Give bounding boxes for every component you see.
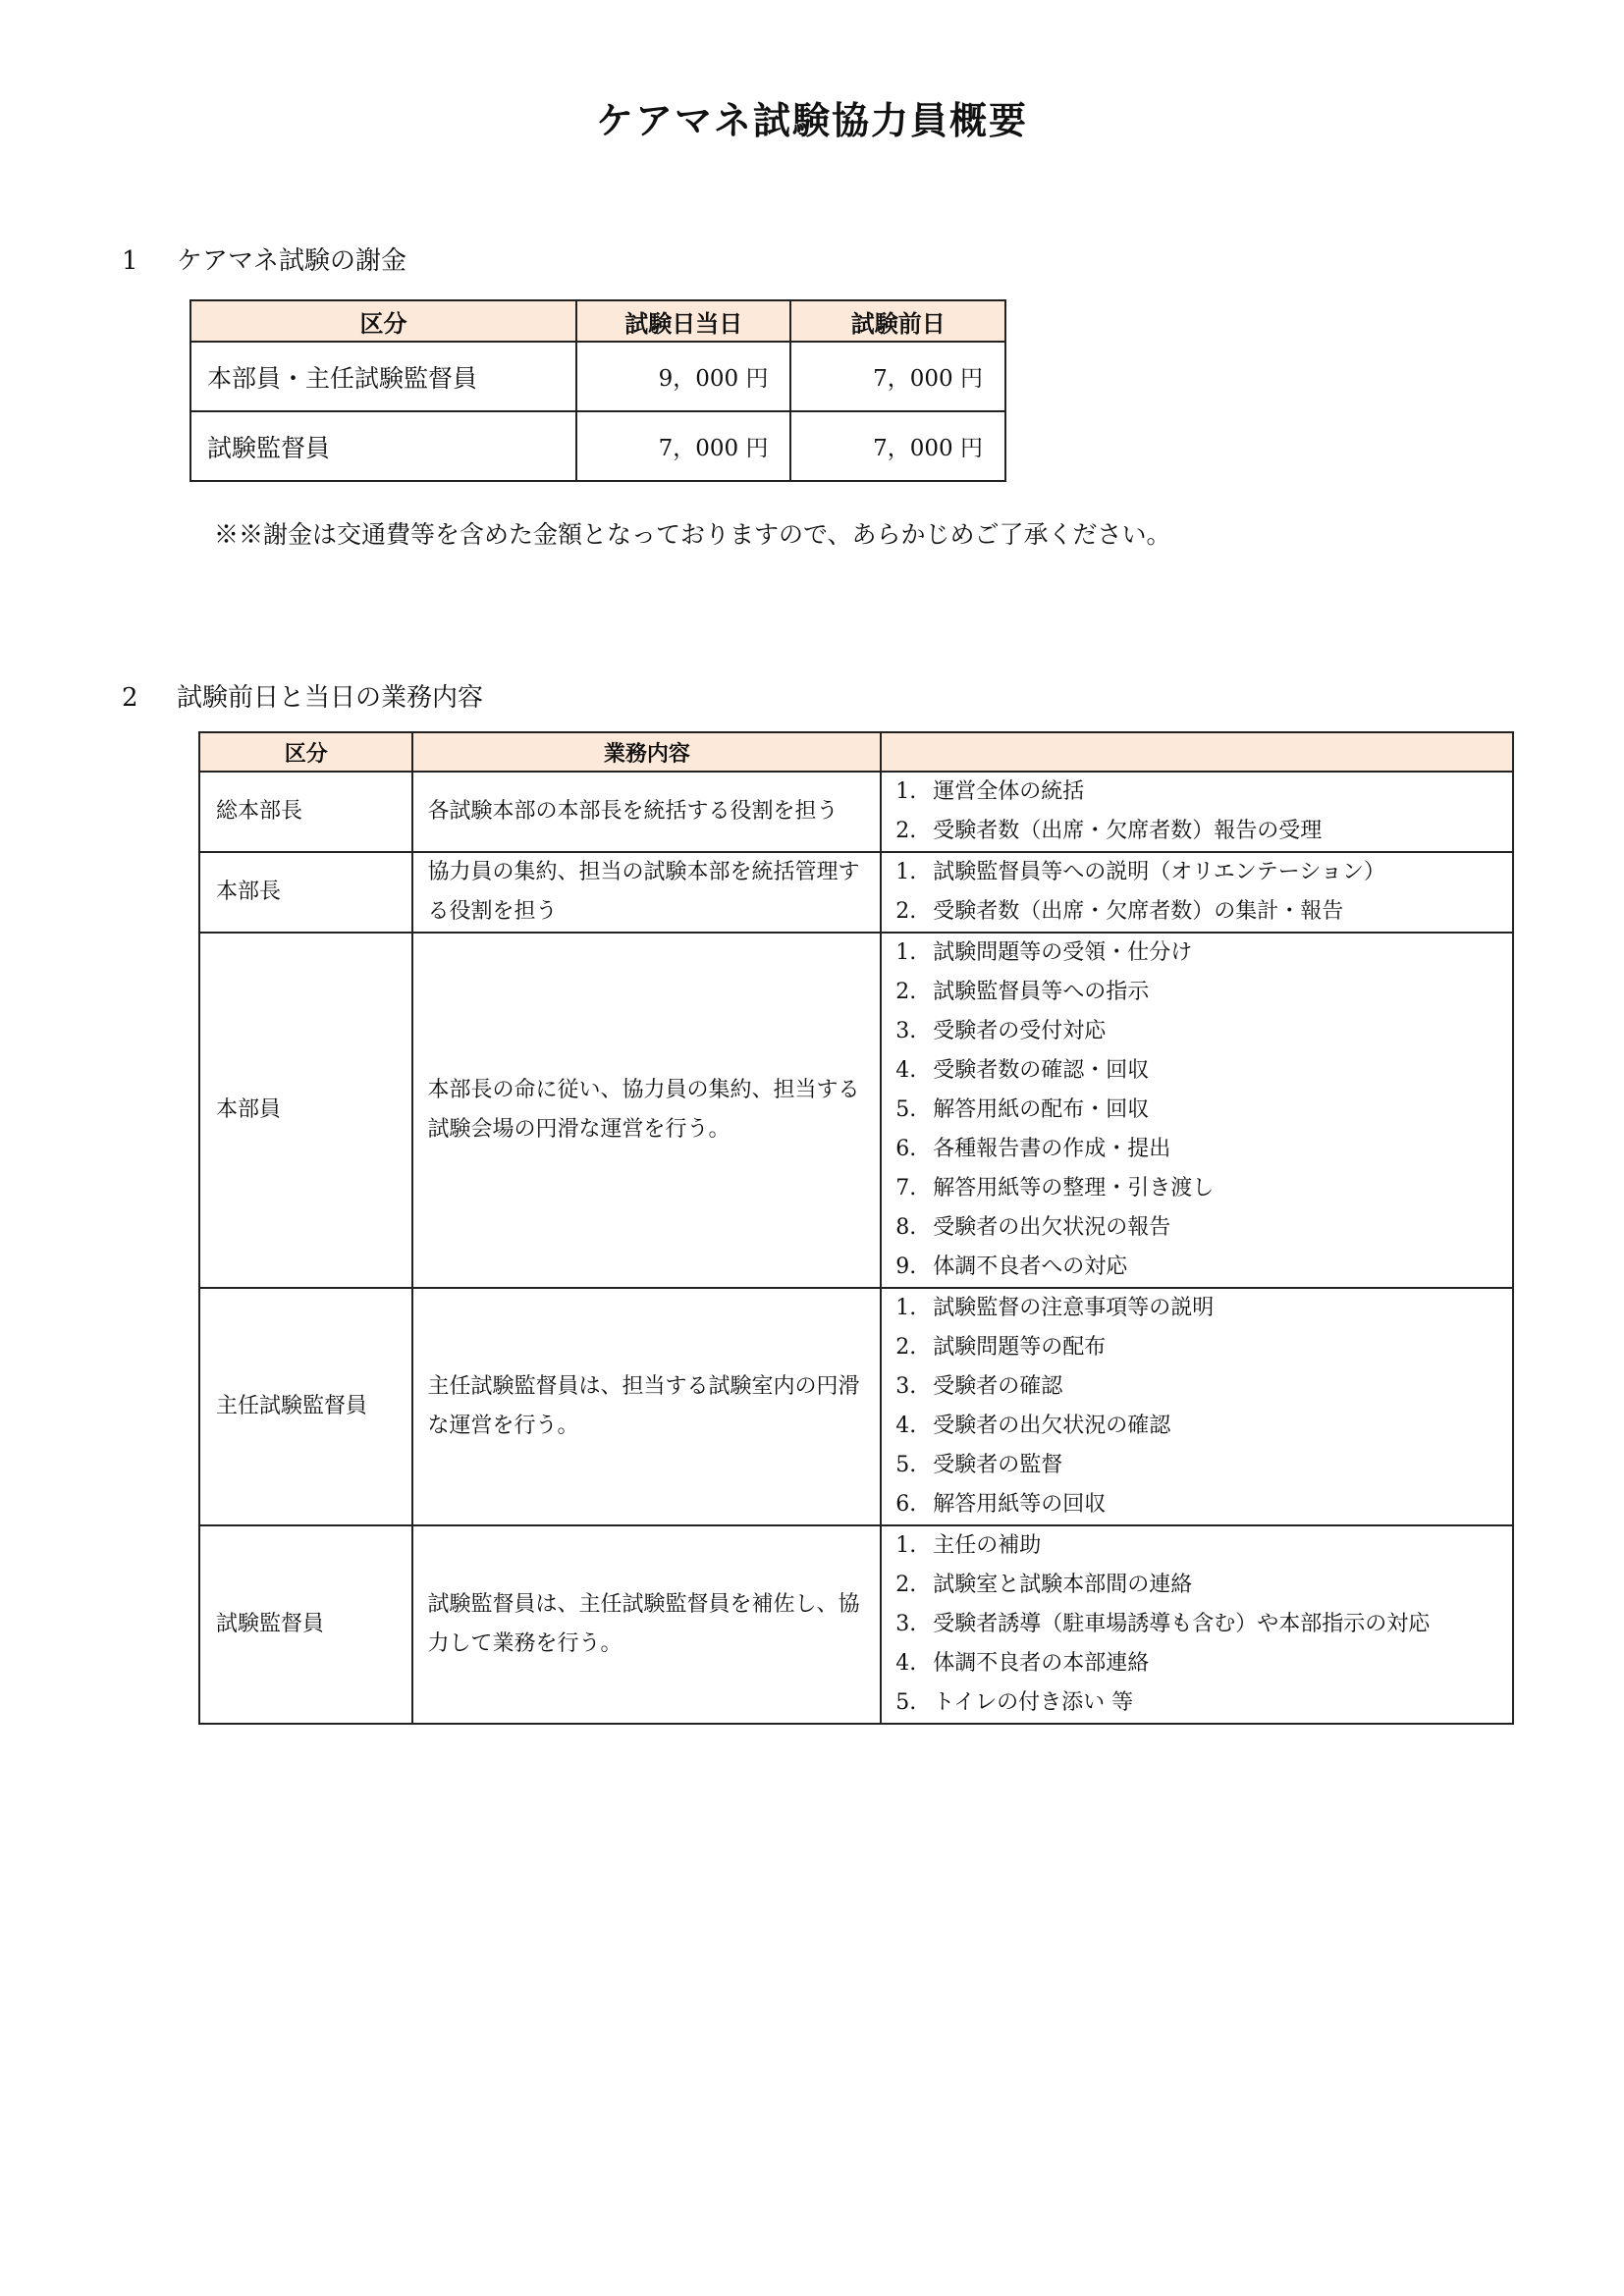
fee-row-label: 本部員・主任試験監督員 <box>190 342 576 411</box>
duty-task-item <box>895 1328 1502 1367</box>
duty-task-item <box>895 1012 1502 1051</box>
duty-task-number: 1. <box>895 940 917 965</box>
duty-task-number: 7. <box>895 1176 917 1201</box>
duty-header-category: 区分 <box>199 732 412 772</box>
fee-row-day-before-amount: 7，000 円 <box>790 411 1005 481</box>
duty-task-item <box>895 1605 1502 1644</box>
duty-task-number: 2. <box>895 1573 917 1597</box>
duty-task-list <box>881 852 1513 933</box>
fee-header-category: 区分 <box>190 300 576 342</box>
duty-task-text: 試験監督員等への説明（オリエンテーション） <box>933 860 1385 884</box>
fee-table-header-row <box>190 300 1005 342</box>
duty-header-tasks <box>881 732 1513 772</box>
duty-task-number: 3. <box>895 1374 917 1399</box>
duty-task-text: 解答用紙等の回収 <box>933 1492 1107 1517</box>
duty-task-number: 3. <box>895 1612 917 1636</box>
duty-task-number: 2. <box>895 980 917 1004</box>
duty-task-item <box>895 773 1502 812</box>
duty-task-item <box>895 973 1502 1012</box>
duty-task-text: 運営全体の統括 <box>933 779 1085 804</box>
duty-table-row <box>199 1288 1513 1525</box>
duty-task-text: 各種報告書の作成・提出 <box>933 1137 1171 1161</box>
duty-task-number: 9. <box>895 1255 917 1279</box>
duty-task-item <box>895 853 1502 892</box>
duty-task-item <box>895 1446 1502 1485</box>
duty-table-row <box>199 1525 1513 1724</box>
fee-table <box>189 299 1006 482</box>
duty-table-body <box>199 772 1513 1724</box>
duty-description: 主任試験監督員は、担当する試験室内の円滑な運営を行う。 <box>412 1288 881 1525</box>
duty-task-number: 1. <box>895 779 917 804</box>
section-2-number: 2 <box>122 683 138 713</box>
duty-task-list <box>881 933 1513 1288</box>
duty-description: 各試験本部の本部長を統括する役割を担う <box>412 772 881 852</box>
duty-task-item <box>895 1367 1502 1407</box>
duty-role: 試験監督員 <box>199 1525 412 1724</box>
duty-task-item <box>895 1130 1502 1169</box>
duty-task-item <box>895 1051 1502 1091</box>
duty-task-item <box>895 1289 1502 1328</box>
duty-description: 試験監督員は、主任試験監督員を補佐し、協力して業務を行う。 <box>412 1525 881 1724</box>
duty-task-item <box>895 1566 1502 1605</box>
fee-row-label: 試験監督員 <box>190 411 576 481</box>
section-2-heading <box>122 677 483 714</box>
duty-task-number: 4. <box>895 1058 917 1083</box>
duty-role: 本部長 <box>199 852 412 933</box>
duty-task-text: 試験問題等の配布 <box>933 1335 1107 1360</box>
duty-header-duty-content: 業務内容 <box>412 732 881 772</box>
duty-task-item <box>895 1091 1502 1130</box>
duty-task-item <box>895 1683 1502 1723</box>
fee-row-exam-day-amount: 9，000 円 <box>576 342 791 411</box>
duty-task-text: 試験監督員等への指示 <box>933 980 1150 1004</box>
duty-task-number: 5. <box>895 1097 917 1122</box>
duty-task-number: 2. <box>895 899 917 924</box>
duty-role: 主任試験監督員 <box>199 1288 412 1525</box>
fee-note: ※※謝金は交通費等を含めた金額となっておりますので、あらかじめご了承ください。 <box>214 520 1171 549</box>
duty-task-text: 受験者の確認 <box>933 1374 1063 1399</box>
duty-task-list <box>881 1288 1513 1525</box>
page-title: ケアマネ試験協力員概要 <box>595 98 1028 142</box>
section-1-title: ケアマネ試験の謝金 <box>177 246 407 276</box>
duty-task-number: 1. <box>895 1296 917 1320</box>
duty-task-text: 受験者の受付対応 <box>933 1019 1107 1043</box>
duty-table-row <box>199 933 1513 1288</box>
duty-table-row <box>199 852 1513 933</box>
fee-row-day-before-amount: 7，000 円 <box>790 342 1005 411</box>
duty-task-number: 6. <box>895 1137 917 1161</box>
duty-task-number: 6. <box>895 1492 917 1517</box>
duty-task-item <box>895 812 1502 851</box>
duty-task-text: 試験室と試験本部間の連絡 <box>933 1573 1193 1597</box>
duty-task-text: 体調不良者の本部連絡 <box>933 1651 1150 1676</box>
section-1-number: 1 <box>122 246 138 276</box>
duty-task-text: 解答用紙の配布・回収 <box>933 1097 1150 1122</box>
fee-table-row <box>190 342 1005 411</box>
duty-task-number: 5. <box>895 1453 917 1477</box>
duty-task-number: 2. <box>895 1335 917 1360</box>
duty-task-item <box>895 1644 1502 1683</box>
duty-description: 本部長の命に従い、協力員の集約、担当する試験会場の円滑な運営を行う。 <box>412 933 881 1288</box>
duty-task-number: 3. <box>895 1019 917 1043</box>
fee-table-row <box>190 411 1005 481</box>
duty-task-item <box>895 892 1502 932</box>
duty-table-header-row <box>199 732 1513 772</box>
duty-task-text: 解答用紙等の整理・引き渡し <box>933 1176 1215 1201</box>
duty-task-list <box>881 772 1513 852</box>
duty-task-number: 1. <box>895 860 917 884</box>
duty-task-text: 受験者数（出席・欠席者数）報告の受理 <box>933 819 1323 843</box>
duty-table <box>198 731 1514 1725</box>
fee-header-exam-day: 試験日当日 <box>576 300 791 342</box>
duty-task-item <box>895 934 1502 973</box>
duty-task-text: 受験者の出欠状況の報告 <box>933 1215 1171 1240</box>
duty-task-number: 2. <box>895 819 917 843</box>
duty-task-number: 5. <box>895 1690 917 1715</box>
duty-task-text: 試験問題等の受領・仕分け <box>933 940 1193 965</box>
fee-row-exam-day-amount: 7，000 円 <box>576 411 791 481</box>
duty-task-item <box>895 1526 1502 1566</box>
duty-task-item <box>895 1248 1502 1287</box>
duty-task-text: 受験者の出欠状況の確認 <box>933 1414 1171 1438</box>
duty-task-list <box>881 1525 1513 1724</box>
duty-table-row <box>199 772 1513 852</box>
fee-header-day-before: 試験前日 <box>790 300 1005 342</box>
duty-task-text: 主任の補助 <box>933 1533 1042 1558</box>
duty-task-text: 受験者の監督 <box>933 1453 1063 1477</box>
duty-task-item <box>895 1169 1502 1208</box>
duty-task-text: 受験者誘導（駐車場誘導も含む）や本部指示の対応 <box>933 1612 1431 1636</box>
duty-role: 総本部長 <box>199 772 412 852</box>
duty-task-item <box>895 1485 1502 1524</box>
duty-task-item <box>895 1208 1502 1248</box>
duty-task-number: 4. <box>895 1651 917 1676</box>
duty-task-text: 受験者数の確認・回収 <box>933 1058 1150 1083</box>
duty-task-number: 1. <box>895 1533 917 1558</box>
duty-task-text: 受験者数（出席・欠席者数）の集計・報告 <box>933 899 1344 924</box>
duty-task-number: 4. <box>895 1414 917 1438</box>
duty-task-text: 体調不良者への対応 <box>933 1255 1128 1279</box>
section-1-heading <box>122 240 406 277</box>
duty-task-number: 8. <box>895 1215 917 1240</box>
duty-role: 本部員 <box>199 933 412 1288</box>
section-2-title: 試験前日と当日の業務内容 <box>177 683 484 713</box>
duty-task-text: トイレの付き添い 等 <box>933 1690 1134 1715</box>
duty-description: 協力員の集約、担当の試験本部を統括管理する役割を担う <box>412 852 881 933</box>
duty-task-item <box>895 1407 1502 1446</box>
duty-task-text: 試験監督の注意事項等の説明 <box>933 1296 1215 1320</box>
